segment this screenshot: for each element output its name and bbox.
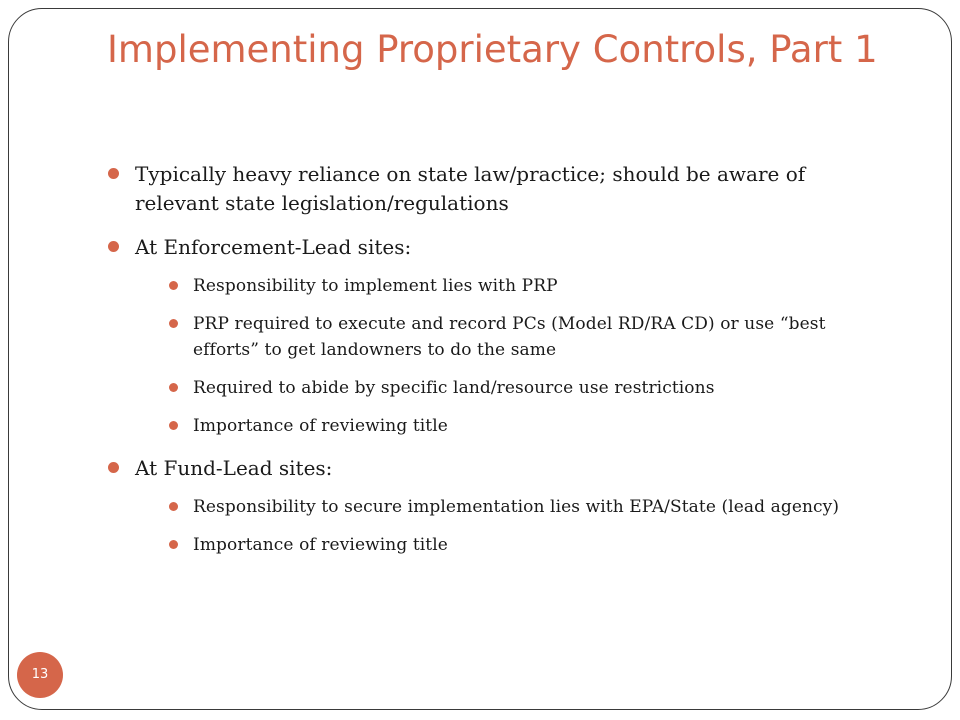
bullet-item [105, 454, 895, 558]
slide-title: Implementing Proprietary Controls, Part 1 [107, 28, 878, 71]
slide-body [105, 160, 895, 573]
bullet-text: Typically heavy reliance on state law/practice; should be aware of relevant state legislation/regulations [135, 162, 806, 215]
sub-bullet-item: Responsibility to secure implementation lies with EPA/State (lead agency) [163, 494, 895, 520]
bullet-item [105, 160, 895, 218]
sub-bullet-list [163, 273, 895, 439]
bullet-item [105, 233, 895, 439]
bullet-text: At Fund-Lead sites: [135, 456, 333, 480]
bullet-list [105, 160, 895, 558]
sub-bullet-item: Importance of reviewing title [163, 413, 895, 439]
sub-bullet-list [163, 494, 895, 558]
sub-bullet-item: Responsibility to implement lies with PRP [163, 273, 895, 299]
page-number-badge: 13 [17, 652, 63, 698]
sub-bullet-item: Required to abide by specific land/resource use restrictions [163, 375, 895, 401]
bullet-text: At Enforcement-Lead sites: [135, 235, 412, 259]
sub-bullet-item: PRP required to execute and record PCs (Model RD/RA CD) or use “best efforts” to get landowners to do the same [163, 311, 895, 363]
sub-bullet-item: Importance of reviewing title [163, 532, 895, 558]
